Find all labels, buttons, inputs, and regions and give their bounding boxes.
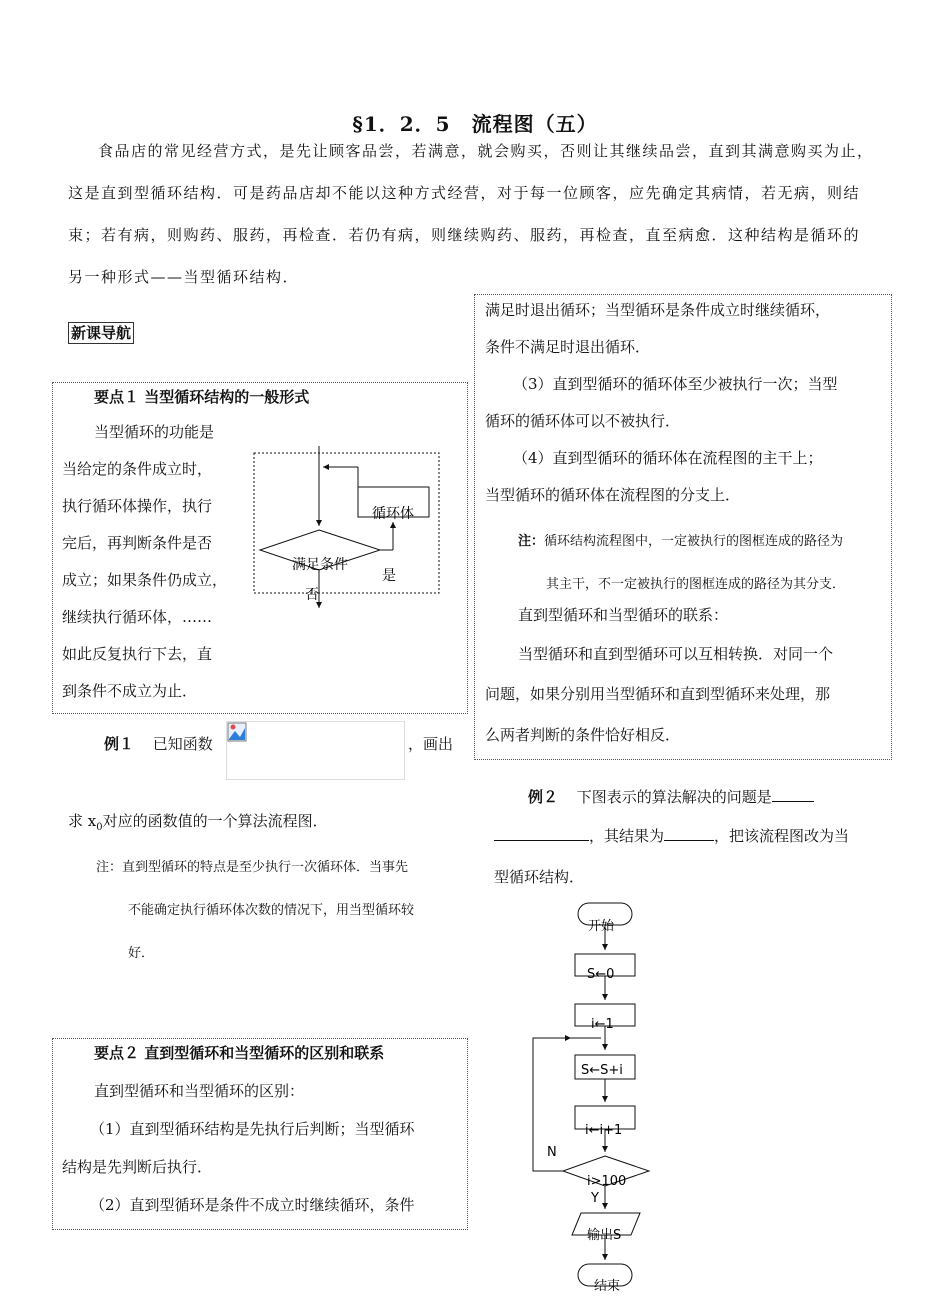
- note-line: 好．: [128, 946, 155, 961]
- broken-image-icon: [227, 722, 247, 742]
- intro-line-1: 食品店的常见经营方式，是先让顾客品尝，若满意，就会购买，否则让其继续品尝，直到其满意购买为止，: [98, 142, 874, 160]
- flow-s0-label: S←0: [587, 967, 615, 982]
- example1-line2: [68, 810, 328, 833]
- example1-text-tail: ，画出: [408, 735, 454, 753]
- point1-line: 执行循环体操作，执行: [62, 497, 213, 515]
- flow-n-label: N: [547, 1145, 557, 1160]
- relation-title: 直到型循环和当型循环的联系：: [518, 606, 729, 624]
- relation-block-2: [485, 674, 830, 756]
- point1-heading: 要点１ 当型循环结构的一般形式: [94, 388, 310, 406]
- point1-line: 当给定的条件成立时，: [62, 460, 213, 478]
- example2-text: 下图表示的算法解决的问题是: [576, 788, 772, 806]
- point2-line: 直到型循环和当型循环的区别：: [94, 1082, 305, 1100]
- intro-line-2: 这是直到型循环结构．可是药品店却不能以这种方式经营，对于每一位顾客，应先确定其病情，若无病，则结: [68, 184, 861, 202]
- relation-line: 么两者判断的条件恰好相反．: [485, 726, 681, 744]
- example1-tag: 例１: [104, 735, 135, 753]
- point1-text: [62, 414, 227, 710]
- point2-line: 结构是先判断后执行．: [62, 1158, 213, 1176]
- example2-text-2b: ，把该流程图改为当: [714, 827, 850, 845]
- point1-line: 继续执行循环体，……: [62, 608, 213, 626]
- blank-3: [664, 826, 714, 841]
- point1-line: 如此反复执行下去，直: [62, 645, 213, 663]
- point1-line: 当型循环的功能是: [94, 423, 215, 441]
- right-box-text: [485, 292, 838, 514]
- formula-image-placeholder: [226, 721, 405, 780]
- flow-start-label: 开始: [588, 919, 615, 934]
- intro-paragraph: [68, 130, 890, 298]
- intro-line-4: 另一种形式——当型循环结构．: [68, 268, 300, 286]
- flow-end-label: 结束: [594, 1279, 621, 1293]
- flow-out-label: 输出S: [587, 1228, 622, 1243]
- example1-text: 已知函数: [152, 735, 213, 753]
- example1-line2-a: 求 x: [68, 812, 97, 830]
- example2-line2: [494, 825, 849, 846]
- flow-ii-label: i←i+1: [585, 1123, 623, 1138]
- right-line: 条件不满足时退出循环．: [485, 338, 651, 356]
- example2-line3: 型循环结构．: [494, 868, 585, 886]
- diagram-body-label: 循环体: [372, 506, 414, 522]
- flow-y-label: Y: [591, 1191, 599, 1206]
- blank-1: [772, 787, 814, 802]
- example2-tag: 例２: [528, 788, 559, 806]
- example1-line2-b: 对应的函数值的一个算法流程图．: [102, 812, 328, 830]
- point2-text: [62, 1072, 415, 1224]
- example2-line1: [528, 786, 814, 807]
- example1-label: [104, 733, 213, 754]
- point1-line: 完后，再判断条件是否: [62, 534, 213, 552]
- diagram-cond-label: 满足条件: [292, 557, 348, 573]
- note-line: 不能确定执行循环体次数的情况下，用当型循环较: [128, 903, 415, 918]
- point1-line: 到条件不成立为止．: [62, 682, 198, 700]
- note-line: 注：直到型循环的特点是至少执行一次循环体．当事先: [96, 860, 409, 875]
- point2-line: （1）直到型循环结构是先执行后判断；当型循环: [90, 1120, 415, 1138]
- example2-flowchart: [525, 898, 665, 1293]
- relation-line: 当型循环和直到型循环可以互相转换．对同一个: [518, 645, 834, 663]
- example1-line2-sub: 0: [96, 822, 103, 833]
- flow-cond-label: i>100: [587, 1174, 627, 1189]
- point1-line: 成立；如果条件仍成立，: [62, 571, 228, 589]
- flow-ss-label: S←S+i: [581, 1063, 623, 1078]
- example1-note: [96, 846, 414, 975]
- right-line: （4）直到型循环的循环体在流程图的主干上；: [513, 449, 823, 467]
- diagram-no-label: 否: [305, 587, 319, 603]
- right-line: 当型循环的循环体在流程图的分支上．: [485, 486, 741, 504]
- right-note: [518, 520, 845, 606]
- page-title: §1．2．5 流程图（五）: [352, 112, 598, 136]
- blank-2: [494, 826, 589, 841]
- example2-text-2: ，其结果为: [589, 827, 665, 845]
- point2-heading: 要点２ 直到型循环和当型循环的区别和联系: [94, 1044, 385, 1062]
- right-note-label: 注：: [518, 534, 545, 549]
- while-loop-diagram: [250, 446, 445, 616]
- section-tag: 新课导航: [68, 322, 134, 344]
- right-note-line: 循环结构流程图中，一定被执行的图框连成的路径为: [544, 534, 844, 549]
- point2-line: （2）直到型循环是条件不成立时继续循环，条件: [90, 1196, 415, 1214]
- right-line: （3）直到型循环的循环体至少被执行一次；当型: [513, 375, 838, 393]
- flow-i1-label: i←1: [591, 1017, 614, 1032]
- right-note-line: 其主干，不一定被执行的图框连成的路径为其分支．: [546, 577, 846, 592]
- relation-block: [518, 596, 833, 674]
- relation-line: 问题，如果分别用当型循环和直到型循环来处理，那: [485, 685, 831, 703]
- right-line: 满足时退出循环；当型循环是条件成立时继续循环，: [485, 301, 831, 319]
- intro-line-3: 束；若有病，则购药、服药，再检查．若仍有病，则继续购药、服药，再检查，直至病愈．这种结构是循环的: [68, 226, 861, 244]
- right-line: 循环的循环体可以不被执行．: [485, 412, 681, 430]
- diagram-yes-label: 是: [382, 568, 396, 584]
